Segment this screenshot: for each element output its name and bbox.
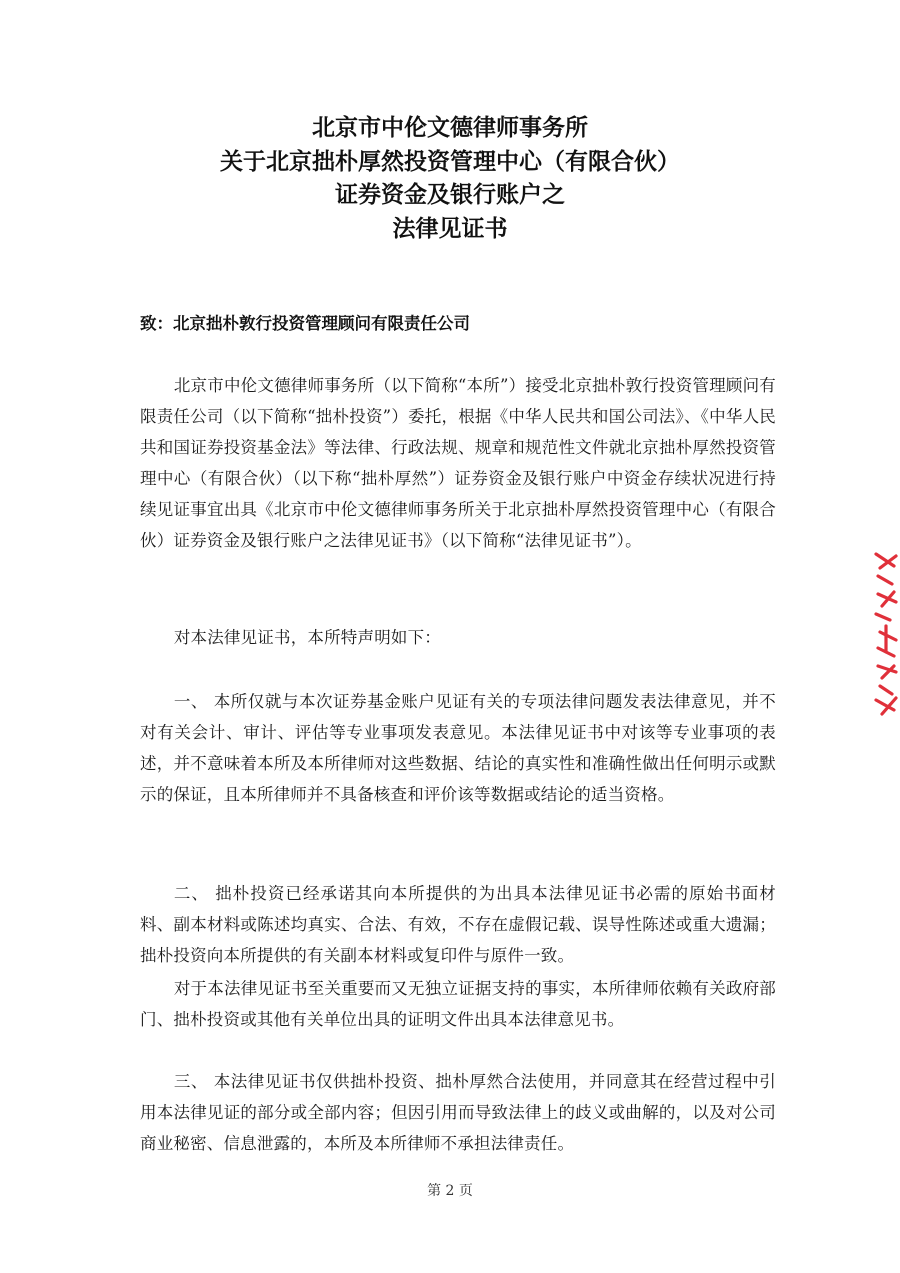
title-line-1: 北京市中伦文德律师事务所	[312, 115, 588, 141]
declaration-item-3: 三、 本法律见证书仅供拙朴投资、拙朴厚然合法使用，并同意其在经营过程中引用本法律见证的部分或全部内容；但因引用而导致法律上的歧义或曲解的，以及对公司商业秘密、信息泄露的，本所及本所律师不承担法律责任。	[140, 1072, 776, 1153]
declaration-item-1: 一、 本所仅就与本次证券基金账户见证有关的专项法律问题发表法律意见，并不对有关会计、审计、评估等专业事项发表意见。本法律见证书中对该等专业事项的表述，并不意味着本所及本所律师对这些数据、结论的真实性和准确性做出任何明示或默示的保证，且本所律师并不具备核查和评价该等数据或结论的适当资格。	[140, 692, 776, 804]
title-line-4: 法律见证书	[392, 215, 508, 242]
intro-paragraph: 北京市中伦文德律师事务所（以下简称“本所”）接受北京拙朴敦行投资管理顾问有限责任公司（以下简称“拙朴投资”）委托，根据《中华人民共和国公司法》、《中华人民共和国证券投资基金法》等法律、行政法规、规章和规范性文件就北京拙朴厚然投资管理中心（有限合伙）（以下称“拙朴厚然”）证券资金及银行账户中资金存续状况进行持续见证事宜出具《北京市中伦文德律师事务所关于北京拙朴厚然投资管理中心（有限合伙）证券资金及银行账户之法律见证书》（以下简称“法律见证书”）。	[140, 376, 776, 550]
declaration-item-2-continued: 对于本法律见证书至关重要而又无独立证据支持的事实，本所律师依赖有关政府部门、拙朴投资或其他有关单位出具的证明文件出具本法律意见书。	[140, 979, 776, 1029]
page-number: 第 2 页	[427, 1183, 473, 1199]
title-line-3: 证券资金及银行账户之	[335, 182, 565, 208]
addressee-line: 致：北京拙朴敦行投资管理顾问有限责任公司	[140, 314, 470, 333]
declaration-item-2: 二、 拙朴投资已经承诺其向本所提供的为出具本法律见证书必需的原始书面材料、副本材料或陈述均真实、合法、有效，不存在虚假记载、误导性陈述或重大遗漏；拙朴投资向本所提供的有关副本材料或复印件与原件一致。	[140, 884, 776, 965]
seam-seal-stamp-icon	[872, 548, 900, 718]
title-line-2: 关于北京拙朴厚然投资管理中心（有限合伙）	[220, 148, 680, 175]
declaration-intro: 对本法律见证书，本所特声明如下：	[173, 628, 442, 647]
document-title	[0, 112, 900, 246]
